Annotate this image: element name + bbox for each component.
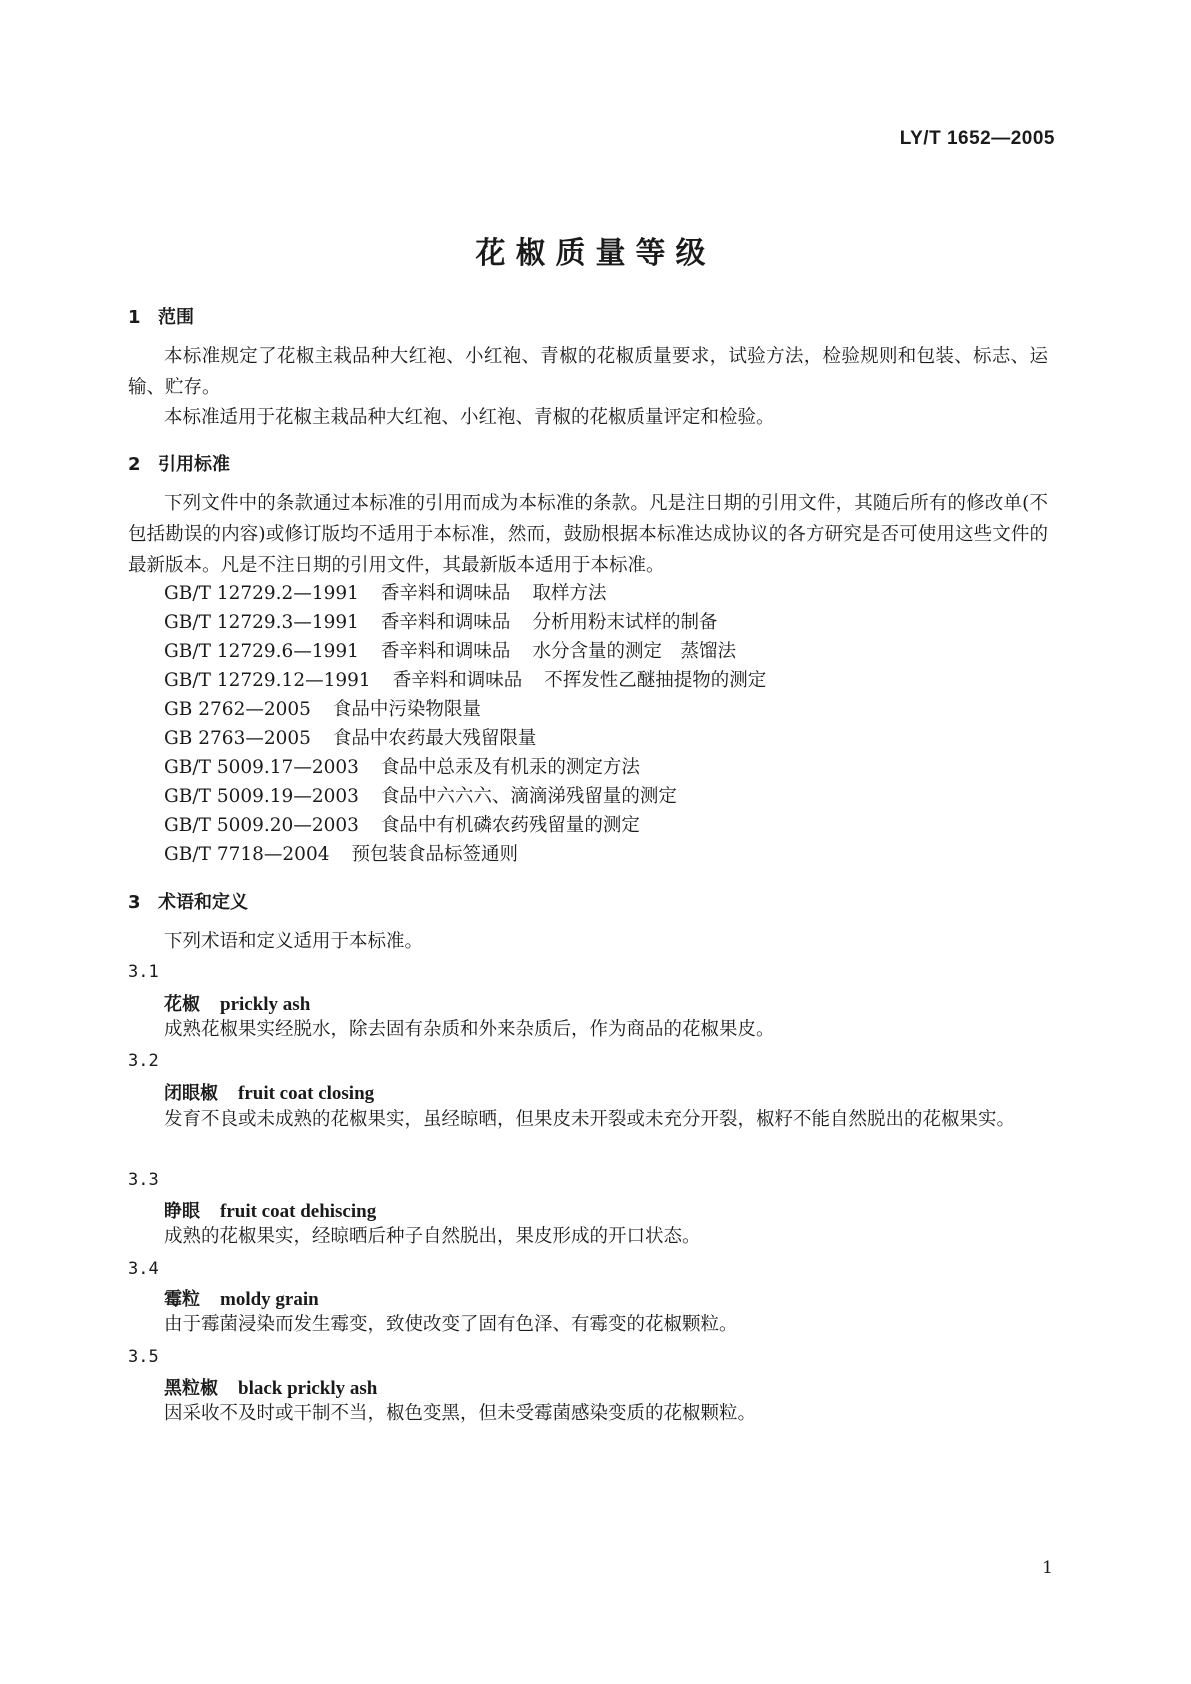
section-number: 2 xyxy=(128,454,141,475)
reference-item xyxy=(164,752,640,783)
reference-title: 香辛料和调味品 xyxy=(380,583,511,604)
reference-item xyxy=(164,839,518,870)
reference-title: 食品中有机磷农药残留量的测定 xyxy=(380,815,640,836)
term-english: moldy grain xyxy=(220,1289,319,1310)
section-title: 引用标准 xyxy=(158,454,230,475)
reference-code: GB/T 12729.2—1991 xyxy=(164,583,359,604)
term-chinese: 黑粒椒 xyxy=(164,1378,218,1399)
term-definition: 发育不良或未成熟的花椒果实，虽经晾晒，但果皮未开裂或未充分开裂，椒籽不能自然脱出的花椒果实。 xyxy=(164,1109,1016,1130)
reference-item xyxy=(164,694,481,725)
term-english: fruit coat dehiscing xyxy=(220,1201,377,1222)
section-heading-scope xyxy=(128,303,194,329)
references-intro: 下列文件中的条款通过本标准的引用而成为本标准的条款。凡是注日期的引用文件，其随后所有的修改单(不包括勘误的内容)或修订版均不适用于本标准，然而，鼓励根据本标准达成协议的各方研究是否可使用这些文件的最新版本。凡是不注日期的引用文件，其最新版本适用于本标准。 xyxy=(128,493,1048,576)
term-chinese: 霉粒 xyxy=(164,1289,200,1310)
clause-number: 3.5 xyxy=(128,1347,159,1367)
reference-code: GB/T 12729.6—1991 xyxy=(164,641,359,662)
term-definition: 由于霉菌浸染而发生霉变，致使改变了固有色泽、有霉变的花椒颗粒。 xyxy=(164,1314,738,1335)
reference-code: GB/T 12729.12—1991 xyxy=(164,670,371,691)
reference-item xyxy=(164,636,736,667)
term-heading xyxy=(164,990,310,1016)
reference-subtitle: 不挥发性乙醚抽提物的测定 xyxy=(544,670,767,691)
standard-code: LY/T 1652—2005 xyxy=(899,128,1055,149)
section-title: 术语和定义 xyxy=(158,892,248,913)
term-definition: 因采收不及时或干制不当，椒色变黑，但未受霉菌感染变质的花椒颗粒。 xyxy=(164,1403,757,1424)
clause-number: 3.4 xyxy=(128,1259,159,1279)
term-chinese: 闭眼椒 xyxy=(164,1083,218,1104)
term-definition: 成熟的花椒果实，经晾晒后种子自然脱出，果皮形成的开口状态。 xyxy=(164,1226,701,1247)
reference-title: 香辛料和调味品 xyxy=(380,612,511,633)
term-heading xyxy=(164,1197,376,1223)
reference-title: 食品中总汞及有机汞的测定方法 xyxy=(380,757,640,778)
reference-title: 食品中农药最大残留限量 xyxy=(332,728,537,749)
reference-code: GB/T 5009.20—2003 xyxy=(164,815,359,836)
term-heading xyxy=(164,1285,319,1311)
term-heading xyxy=(164,1374,377,1400)
reference-item xyxy=(164,665,766,696)
reference-code: GB 2763—2005 xyxy=(164,728,311,749)
reference-item xyxy=(164,578,606,609)
scope-paragraph-2: 本标准适用于花椒主栽品种大红袍、小红袍、青椒的花椒质量评定和检验。 xyxy=(164,407,775,428)
section-heading-references xyxy=(128,450,230,476)
scope-paragraph-1: 本标准规定了花椒主栽品种大红袍、小红袍、青椒的花椒质量要求，试验方法，检验规则和包装、标志、运输、贮存。 xyxy=(128,346,1048,398)
section-number: 3 xyxy=(128,892,141,913)
term-english: black prickly ash xyxy=(238,1378,378,1399)
reference-code: GB 2762—2005 xyxy=(164,699,311,720)
reference-code: GB/T 7718—2004 xyxy=(164,844,330,865)
reference-subtitle: 取样方法 xyxy=(532,583,607,604)
clause-number: 3.2 xyxy=(128,1051,159,1071)
term-english: fruit coat closing xyxy=(238,1083,375,1104)
reference-item xyxy=(164,607,717,638)
reference-subtitle: 水分含量的测定 蒸馏法 xyxy=(532,641,736,662)
section-title: 范围 xyxy=(158,307,194,328)
clause-number: 3.1 xyxy=(128,962,159,982)
reference-title: 香辛料和调味品 xyxy=(392,670,523,691)
reference-subtitle: 分析用粉末试样的制备 xyxy=(532,612,718,633)
terms-intro: 下列术语和定义适用于本标准。 xyxy=(164,931,424,952)
reference-title: 食品中污染物限量 xyxy=(332,699,481,720)
clause-number: 3.3 xyxy=(128,1170,159,1190)
term-chinese: 花椒 xyxy=(164,994,200,1015)
section-number: 1 xyxy=(128,307,141,328)
document-title: 花椒质量等级 xyxy=(475,236,716,271)
reference-item xyxy=(164,781,677,812)
reference-title: 食品中六六六、滴滴涕残留量的测定 xyxy=(380,786,677,807)
page-number: 1 xyxy=(1042,1558,1053,1578)
term-english: prickly ash xyxy=(220,994,311,1015)
section-heading-terms xyxy=(128,888,248,914)
reference-code: GB/T 5009.17—2003 xyxy=(164,757,359,778)
reference-item xyxy=(164,810,640,841)
reference-code: GB/T 12729.3—1991 xyxy=(164,612,359,633)
reference-title: 香辛料和调味品 xyxy=(380,641,511,662)
reference-item xyxy=(164,723,536,754)
term-heading xyxy=(164,1079,374,1105)
reference-title: 预包装食品标签通则 xyxy=(351,844,519,865)
term-chinese: 睁眼 xyxy=(164,1201,200,1222)
reference-code: GB/T 5009.19—2003 xyxy=(164,786,359,807)
term-definition: 成熟花椒果实经脱水，除去固有杂质和外来杂质后，作为商品的花椒果皮。 xyxy=(164,1019,775,1040)
